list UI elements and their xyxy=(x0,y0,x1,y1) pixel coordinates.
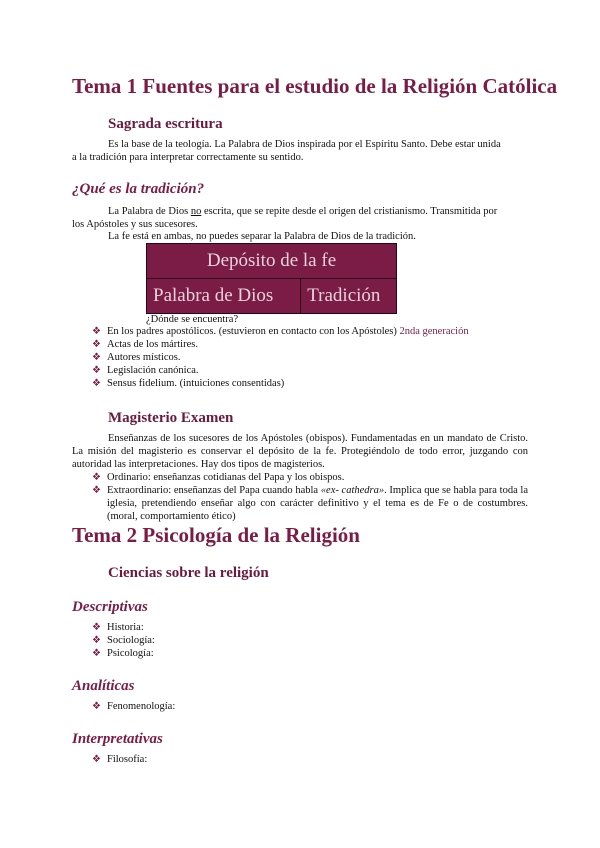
no-underlined: no xyxy=(190,206,202,217)
tradicion-paragraph-1: La Palabra de Dios no escrita, que se repite desde el origen del cristianismo. Transmitida por xyxy=(108,206,498,217)
magisterio-paragraph: Enseñanzas de los sucesores de los Apóstoles (obispos). Fundamentadas en un mandato de Cristo. La misión del magisterio es conservar el depósito de la fe. Protegiéndolo de todo error, juzgando con autoridad las interpretaciones. Hay dos tipos de magisterios. xyxy=(72,433,528,470)
descriptivas-list xyxy=(92,621,155,660)
list-item: ❖ Ordinario: enseñanzas cotidianas del Papa y los obispos. xyxy=(92,472,345,483)
list-item: ❖ Legislación canónica. xyxy=(92,365,199,376)
tradicion-list xyxy=(92,325,532,390)
deposito-fe-table xyxy=(146,243,397,314)
donde-se-encuentra: ¿Dónde se encuentra? xyxy=(146,314,239,325)
diamond-bullet-icon: ❖ xyxy=(92,326,101,337)
diamond-bullet-icon: ❖ xyxy=(92,472,101,483)
list-item: ❖ Filosofía: xyxy=(92,754,148,765)
palabra-de-dios-cell: Palabra de Dios xyxy=(147,279,301,314)
tradicion-cell: Tradición xyxy=(301,279,397,314)
sagrada-line-2: a la tradición para interpretar correctamente su sentido. xyxy=(72,152,304,163)
tradicion-heading: ¿Qué es la tradición? xyxy=(72,181,205,197)
descriptivas-heading: Descriptivas xyxy=(72,599,148,615)
sagrada-escritura-heading: Sagrada escritura xyxy=(108,116,223,132)
diamond-bullet-icon: ❖ xyxy=(92,648,101,659)
diamond-bullet-icon: ❖ xyxy=(92,378,101,389)
tradicion-paragraph-1-cont: los Apóstoles y sus sucesores. xyxy=(72,219,198,230)
diamond-bullet-icon: ❖ xyxy=(92,352,101,363)
diamond-bullet-icon: ❖ xyxy=(92,754,101,765)
list-item: ❖ Sociología: xyxy=(92,635,155,646)
magisterio-heading: Magisterio Examen xyxy=(108,410,234,426)
ciencias-heading: Ciencias sobre la religión xyxy=(108,565,269,581)
diamond-bullet-icon: ❖ xyxy=(92,365,101,376)
diamond-bullet-icon: ❖ xyxy=(92,622,101,633)
list-item: ❖ Autores místicos. xyxy=(92,352,181,363)
diamond-bullet-icon: ❖ xyxy=(92,339,101,350)
diamond-bullet-icon: ❖ xyxy=(92,485,101,496)
sagrada-line-1: Es la base de la teología. La Palabra de Dios inspirada por el Espíritu Santo. Debe estar unida xyxy=(108,139,501,150)
tradicion-paragraph-2: La fe está en ambas, no puedes separar la Palabra de Dios de la tradición. xyxy=(108,231,416,242)
list-item: ❖ Extraordinario: enseñanzas del Papa cuando habla «ex- cathedra». Implica que se habla para toda la iglesia, pretendiendo enseñar algo con carácter definitivo y el tema es de Fe o de costumbres. (moral, comportamiento ético) xyxy=(92,485,528,522)
diamond-bullet-icon: ❖ xyxy=(92,701,101,712)
tema2-title: Tema 2 Psicología de la Religión xyxy=(72,523,360,547)
interpretativas-list xyxy=(92,753,147,766)
list-item: ❖ Sensus fidelium. (intuiciones consentidas) xyxy=(92,378,285,389)
diamond-bullet-icon: ❖ xyxy=(92,635,101,646)
list-item: ❖ Fenomenología: xyxy=(92,701,176,712)
list-item: ❖ Psicología: xyxy=(92,648,154,659)
list-item: ❖ Historia: xyxy=(92,622,144,633)
deposito-fe-header: Depósito de la fe xyxy=(147,244,397,279)
analiticas-heading: Analíticas xyxy=(72,678,135,694)
tema1-title: Tema 1 Fuentes para el estudio de la Religión Católica xyxy=(72,74,558,98)
list-item: ❖ En los padres apostólicos. (estuvieron en contacto con los Apóstoles) 2nda generación xyxy=(92,326,469,337)
list-item: ❖ Actas de los mártires. xyxy=(92,339,198,350)
interpretativas-heading: Interpretativas xyxy=(72,731,163,747)
analiticas-list xyxy=(92,700,175,713)
magisterio-list xyxy=(92,471,528,523)
